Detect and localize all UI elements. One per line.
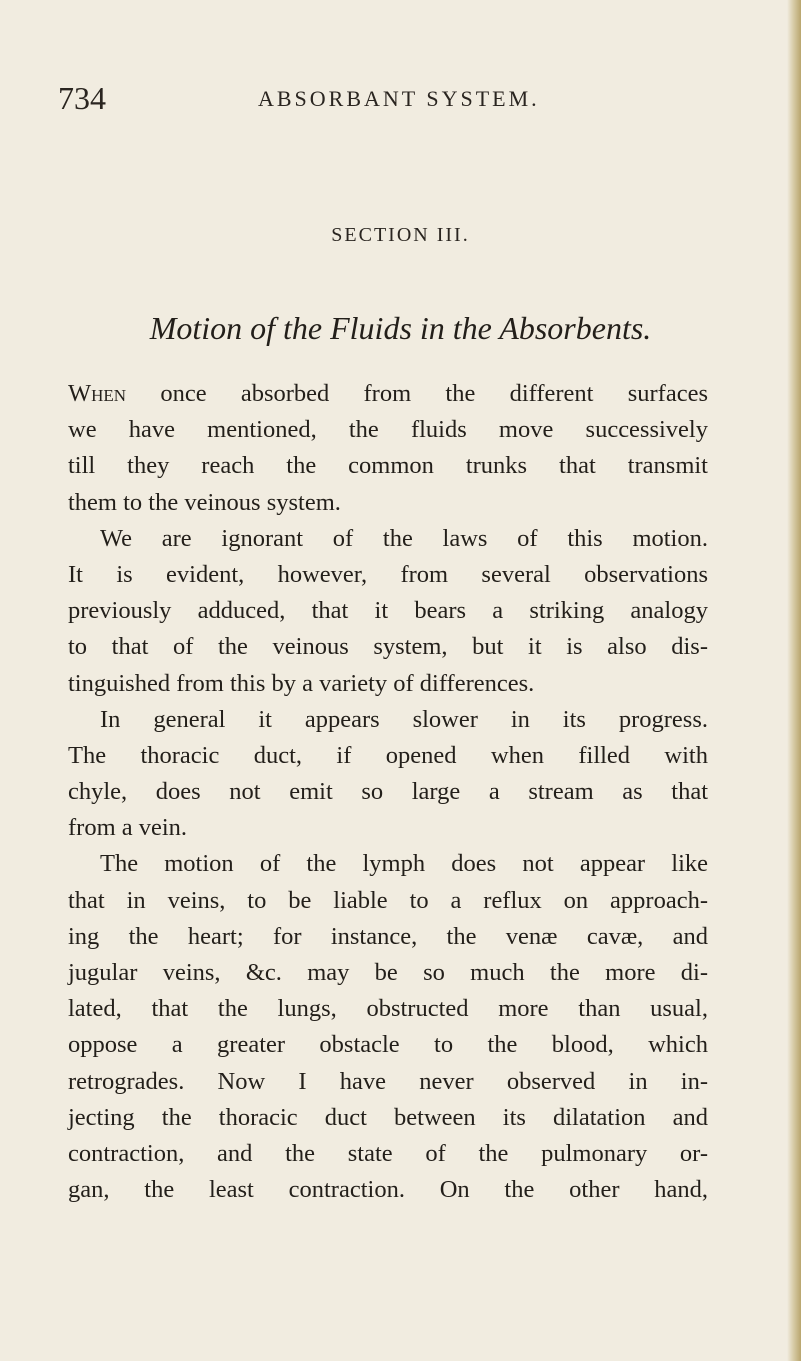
text-line: contraction, and the state of the pulmonary or- (68, 1139, 708, 1167)
text-line: The motion of the lymph does not appear like (100, 850, 708, 878)
text-line: When once absorbed from the different surfaces (68, 380, 708, 407)
section-title: Motion of the Fluids in the Absorbents. (149, 310, 652, 346)
text-line: previously adduced, that it bears a striking analogy (68, 597, 708, 625)
page-header (58, 74, 758, 118)
text-line: tinguished from this by a variety of differences. (68, 669, 535, 697)
text-line: The thoracic duct, if opened when filled with (68, 741, 708, 769)
text-line: we have mentioned, the fluids move successively (68, 416, 708, 444)
page-edge (787, 0, 801, 1361)
text-line: jugular veins, &c. may be so much the more di- (68, 959, 708, 986)
text-line: ing the heart; for instance, the venæ cavæ, and (68, 922, 708, 950)
text-line: oppose a greater obstacle to the blood, which (68, 1031, 708, 1059)
lead-word: When (68, 380, 127, 407)
text-line: from a vein. (68, 814, 188, 842)
text-line: them to the veinous system. (68, 488, 341, 516)
text-line: In general it appears slower in its progress. (100, 705, 708, 733)
text-line: retrogrades. Now I have never observed in in- (68, 1067, 708, 1095)
page-number: 734 (58, 80, 106, 116)
text-line: till they reach the common trunks that transmit (68, 452, 708, 480)
text-line: chyle, does not emit so large a stream as that (68, 778, 708, 806)
running-head: ABSORBANT SYSTEM. (258, 86, 540, 111)
text-line: We are ignorant of the laws of this motion. (100, 524, 708, 552)
body-text (68, 376, 708, 1208)
text-line: that in veins, to be liable to a reflux on approach- (68, 886, 708, 914)
section-heading: SECTION III. (331, 224, 470, 246)
text-line: It is evident, however, from several observations (68, 560, 708, 588)
text-line: jecting the thoracic duct between its dilatation and (68, 1103, 708, 1131)
text-line: lated, that the lungs, obstructed more than usual, (68, 995, 708, 1023)
text-line: gan, the least contraction. On the other hand, (68, 1176, 708, 1204)
text-line: to that of the veinous system, but it is also dis- (68, 633, 708, 661)
